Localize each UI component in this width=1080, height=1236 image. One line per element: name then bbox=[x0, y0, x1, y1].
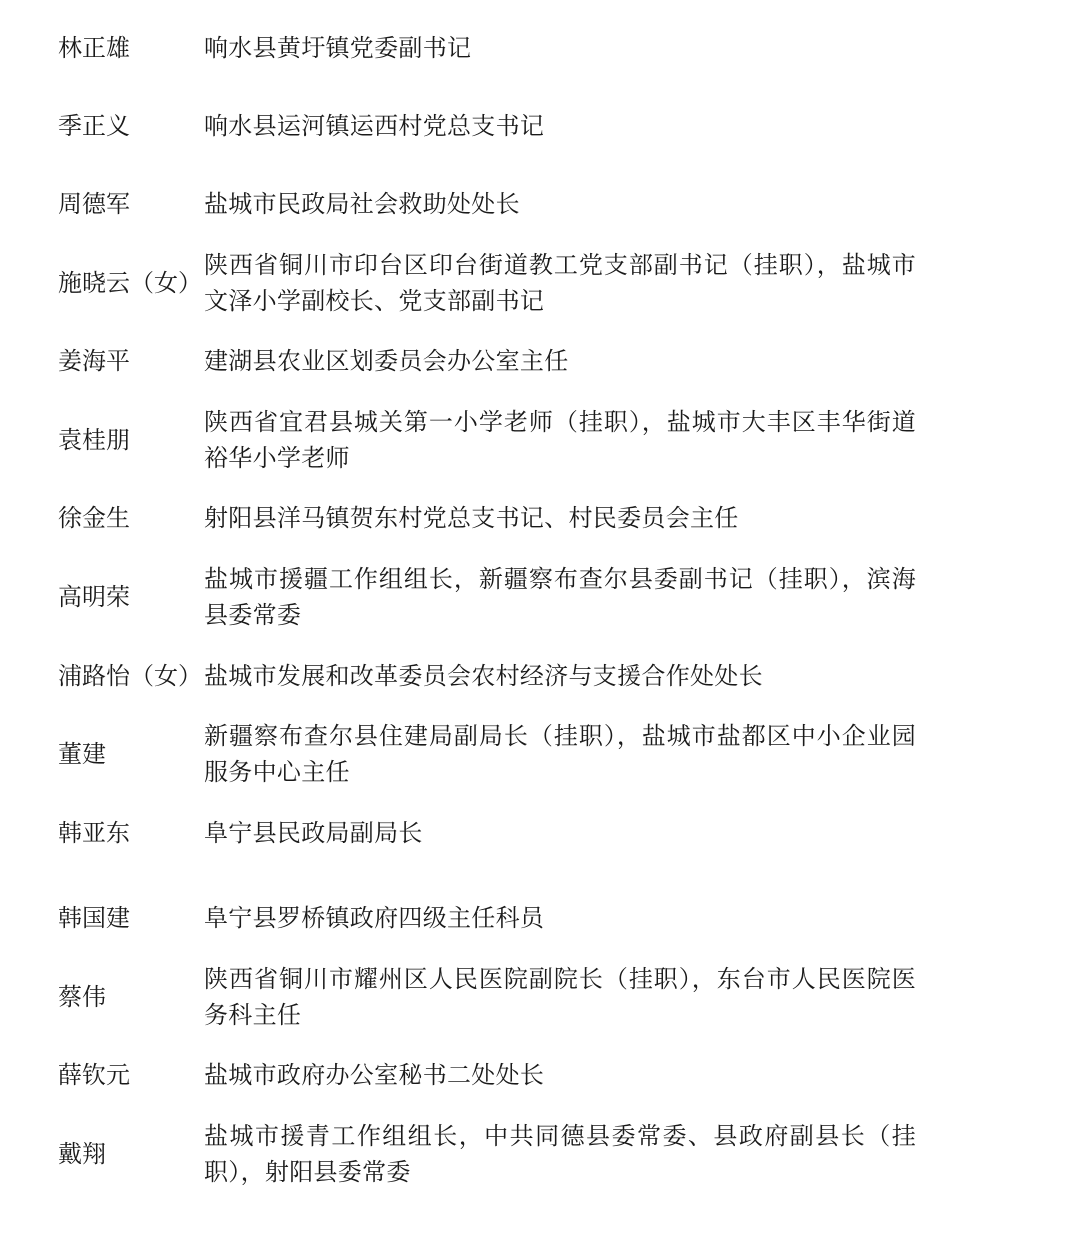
person-name: 浦路怡（女） bbox=[58, 662, 202, 690]
person-name: 高明荣 bbox=[58, 583, 130, 611]
list-item bbox=[0, 108, 1080, 144]
person-name: 韩亚东 bbox=[58, 819, 130, 847]
person-name: 季正义 bbox=[58, 112, 130, 140]
person-position: 盐城市援疆工作组组长，新疆察布查尔县委副书记（挂职），滨海县委常委 bbox=[204, 565, 916, 629]
person-position: 盐城市民政局社会救助处处长 bbox=[204, 190, 520, 218]
person-name: 韩国建 bbox=[58, 904, 130, 932]
person-name: 周德军 bbox=[58, 190, 130, 218]
person-position: 射阳县洋马镇贺东村党总支书记、村民委员会主任 bbox=[204, 504, 739, 532]
person-position: 响水县黄圩镇党委副书记 bbox=[204, 34, 472, 62]
list-item bbox=[0, 561, 1080, 633]
list-item bbox=[0, 186, 1080, 222]
person-position: 盐城市发展和改革委员会农村经济与支援合作处处长 bbox=[204, 662, 763, 690]
list-item bbox=[0, 1057, 1080, 1093]
person-position: 陕西省铜川市印台区印台街道教工党支部副书记（挂职），盐城市文泽小学副校长、党支部副书记 bbox=[204, 251, 916, 315]
person-position: 陕西省宜君县城关第一小学老师（挂职），盐城市大丰区丰华街道裕华小学老师 bbox=[204, 408, 916, 472]
list-item bbox=[0, 815, 1080, 851]
list-item bbox=[0, 718, 1080, 790]
list-item bbox=[0, 961, 1080, 1033]
person-name: 施晓云（女） bbox=[58, 269, 202, 297]
person-name: 袁桂朋 bbox=[58, 426, 130, 454]
person-name: 徐金生 bbox=[58, 504, 130, 532]
person-position: 盐城市援青工作组组长，中共同德县委常委、县政府副县长（挂职），射阳县委常委 bbox=[204, 1122, 916, 1186]
person-name: 蔡伟 bbox=[58, 983, 106, 1011]
list-item bbox=[0, 658, 1080, 694]
list-item bbox=[0, 343, 1080, 379]
list-item bbox=[0, 500, 1080, 536]
list-item bbox=[0, 404, 1080, 476]
person-position: 阜宁县罗桥镇政府四级主任科员 bbox=[204, 904, 545, 932]
person-name: 薛钦元 bbox=[58, 1061, 130, 1089]
person-name: 戴翔 bbox=[58, 1140, 106, 1168]
person-position: 陕西省铜川市耀州区人民医院副院长（挂职），东台市人民医院医务科主任 bbox=[204, 965, 916, 1029]
person-position: 新疆察布查尔县住建局副局长（挂职），盐城市盐都区中小企业园服务中心主任 bbox=[204, 722, 916, 786]
person-name: 林正雄 bbox=[58, 34, 130, 62]
person-position: 阜宁县民政局副局长 bbox=[204, 819, 423, 847]
list-item bbox=[0, 30, 1080, 66]
list-item bbox=[0, 247, 1080, 319]
list-item bbox=[0, 1118, 1080, 1190]
person-position: 建湖县农业区划委员会办公室主任 bbox=[204, 347, 569, 375]
person-position: 响水县运河镇运西村党总支书记 bbox=[204, 112, 545, 140]
person-name: 姜海平 bbox=[58, 347, 130, 375]
person-name: 董建 bbox=[58, 740, 106, 768]
person-position: 盐城市政府办公室秘书二处处长 bbox=[204, 1061, 545, 1089]
list-item bbox=[0, 900, 1080, 936]
